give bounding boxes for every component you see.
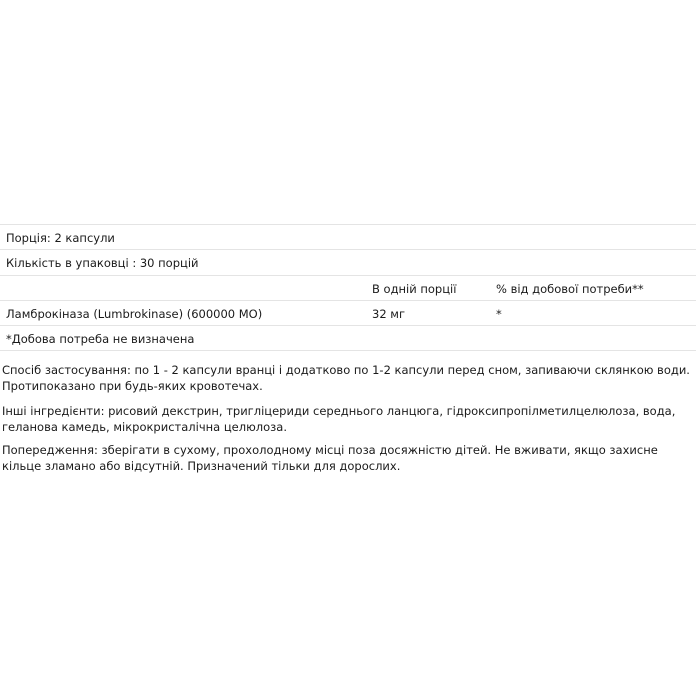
warning — [2, 442, 692, 474]
ingredient-name: Ламброкіназа (Lumbrokinase) (600000 МО) — [6, 307, 263, 321]
daily-value-header: % від добової потреби** — [496, 282, 644, 296]
table-header-row — [0, 275, 696, 300]
table-row — [0, 300, 696, 325]
ingredient-amount: 32 мг — [372, 307, 406, 321]
ingredient-daily-value: * — [496, 307, 502, 321]
usage-instructions — [2, 362, 692, 394]
footnote-text: *Добова потреба не визначена — [6, 332, 195, 346]
servings-per-container-text: Кількість в упаковці : 30 порцій — [6, 256, 199, 270]
amount-per-serving-header: В одній порції — [372, 282, 457, 296]
serving-size-text: Порція: 2 капсули — [6, 231, 115, 245]
usage-text: Спосіб застосування: по 1 - 2 капсули вранці і додатково по 1-2 капсули перед сном, запиваючи склянкою води. Протипоказано при будь-яких кровотечах. — [2, 363, 690, 393]
serving-size-row — [0, 224, 696, 249]
footnote-row — [0, 325, 696, 351]
warning-text: Попередження: зберігати в сухому, прохолодному місці поза досяжністю дітей. Не вживати, якщо захисне кільце зламано або відсутній. Призначений тільки для дорослих. — [2, 443, 658, 473]
servings-per-container-row — [0, 249, 696, 275]
other-ingredients — [2, 403, 692, 435]
other-ingredients-text: Інші інгредієнти: рисовий декстрин, тригліцериди середнього ланцюга, гідроксипропілметилцелюлоза, вода, геланова камедь, мікрокристалічна целюлоза. — [2, 404, 676, 434]
supplement-facts-table — [0, 224, 696, 351]
